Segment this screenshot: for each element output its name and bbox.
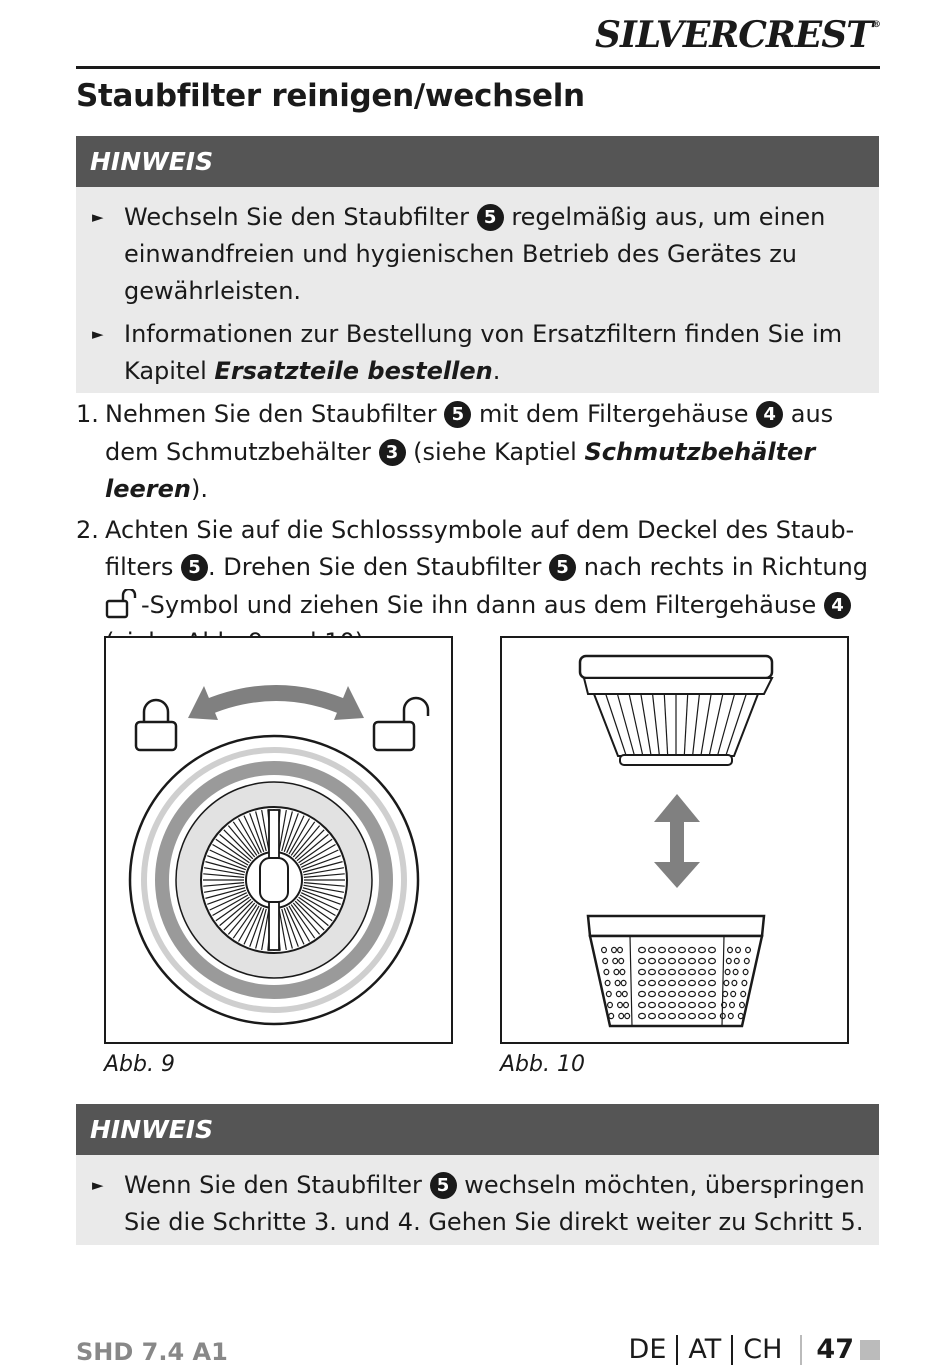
- note-bullet: ► Informationen zur Bestellung von Ersatzfiltern finden Sie im Kapitel Ersatzteile bestellen.: [90, 316, 865, 390]
- step-2: 2. Achten Sie auf die Schlosssymbole auf dem Deckel des Staub-filters 5 . Drehen Sie den Staubfilter 5 nach rechts in Richtung -Symbol und ziehen Sie ihn dann aus dem Filtergehäuse 4: [76, 515, 869, 619]
- hinweis-box-1: [76, 136, 879, 393]
- arrow-bullet-icon: ►: [92, 1176, 104, 1194]
- country-code: CH: [743, 1334, 783, 1365]
- page-title: Staubfilter reinigen/wechseln: [76, 78, 585, 114]
- country-code: AT: [688, 1334, 722, 1365]
- header-rule: [76, 66, 880, 69]
- arrow-bullet-icon: ►: [92, 325, 104, 343]
- hinweis-heading: HINWEIS: [76, 136, 879, 187]
- page-footer: [629, 1334, 880, 1365]
- divider: [731, 1335, 733, 1365]
- instruction-steps: [76, 396, 882, 665]
- figure-9: [104, 636, 453, 1044]
- model-number: SHD 7.4 A1: [76, 1338, 228, 1366]
- item-number-badge: 5: [181, 554, 208, 581]
- item-number-badge: 4: [824, 592, 851, 619]
- page-number: 47: [816, 1334, 854, 1365]
- lock-open-icon: [374, 698, 428, 750]
- item-number-badge: 5: [477, 204, 504, 231]
- note-bullet: ► Wenn Sie den Staubfilter 5 wechseln möchten, überspringen Sie die Schritte 3. und 4. Gehen Sie direkt weiter zu Schritt 5.: [90, 1167, 865, 1241]
- page-marker-square: [860, 1340, 880, 1360]
- chapter-reference: Schmutzbehälter leeren: [105, 437, 816, 503]
- hinweis-box-2: [76, 1104, 879, 1245]
- unlock-icon: [105, 589, 141, 619]
- brand-logo: SILVERCREST®: [595, 14, 880, 56]
- item-number-badge: 5: [430, 1172, 457, 1199]
- divider: [676, 1335, 678, 1365]
- figure-caption: Abb. 10: [500, 1052, 585, 1077]
- chapter-reference: Ersatzteile bestellen: [214, 357, 493, 385]
- step-1: 1. Nehmen Sie den Staubfilter 5 mit dem Filtergehäuse 4 aus dem Schmutzbehälter 3 (siehe Kaptiel Schmutzbehälter leeren).: [76, 400, 834, 503]
- item-number-badge: 5: [444, 401, 471, 428]
- figure-caption: Abb. 9: [104, 1052, 175, 1077]
- item-number-badge: 3: [379, 439, 406, 466]
- lock-closed-icon: [136, 700, 176, 750]
- filter-removal-illustration: [502, 638, 847, 1042]
- item-number-badge: 5: [549, 554, 576, 581]
- note-bullet: ► Wechseln Sie den Staubfilter 5 regelmäßig aus, um einen einwandfreien und hygienischen Betrieb des Gerätes zu gewährleisten.: [90, 199, 865, 310]
- figure-10: [500, 636, 849, 1044]
- filter-rotation-illustration: [106, 638, 451, 1042]
- country-code: DE: [628, 1334, 667, 1365]
- arrow-bullet-icon: ►: [92, 208, 104, 226]
- divider: [800, 1335, 802, 1365]
- hinweis-heading: HINWEIS: [76, 1104, 879, 1155]
- item-number-badge: 4: [756, 401, 783, 428]
